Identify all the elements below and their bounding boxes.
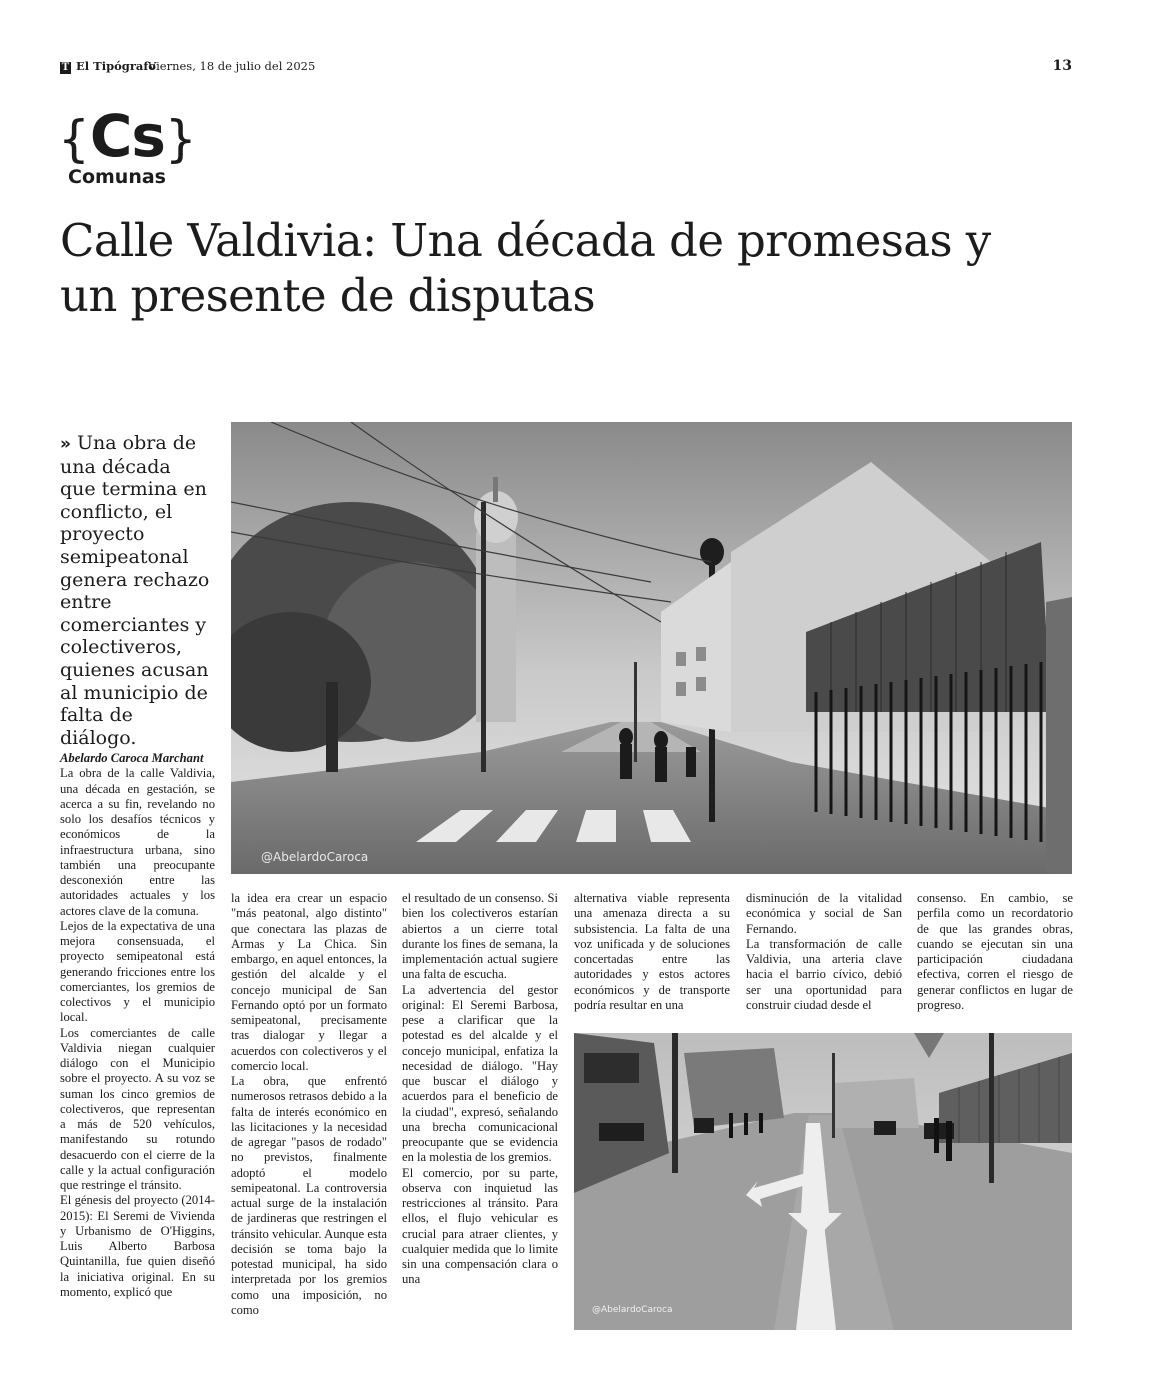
pull-quote-text: Una obra de una década que termina en conflicto, el proyecto semipeatonal genera rechazo entre comerciantes y colectiveros, quienes acusan al municipio de falta de diálogo.: [60, 432, 210, 749]
issue-date: Viernes, 18 de julio del 2025: [148, 59, 316, 73]
secondary-photo-credit: @AbelardoCaroca: [592, 1305, 673, 1315]
newspaper-name: El Tipógrafo: [76, 59, 156, 73]
paragraph: La obra, que enfrentó numerosos retrasos debido a la falta de interés económico en las licitaciones y la necesidad de agregar "pasos de rodado" no previstos, finalmente adoptó el modelo semipeatonal. La controversia actual surge de la instalación de jardineras que restringen el tránsito vehicular. Aunque esta decisión se toma bajo la potestad municipal, ha sido interpretada por los gremios como una imposición, no como: [231, 1074, 387, 1317]
section-close-brace: }: [164, 110, 197, 168]
paragraph: Lejos de la expectativa de una mejora consensuada, el proyecto semipeatonal está generando fricciones entre los comerciantes, los gremios de colectivos y el municipio local.: [60, 918, 215, 1025]
quote-mark-icon: »: [60, 434, 71, 454]
section-logo: [58, 103, 197, 172]
secondary-photo-image: [574, 1033, 1072, 1330]
pull-quote: [60, 432, 210, 749]
article-column-5: [746, 891, 902, 1013]
main-photo-image: [231, 422, 1072, 874]
headline: Calle Valdivia: Una década de promesas y un presente de disputas: [60, 214, 991, 322]
paragraph: El comercio, por su parte, observa con inquietud las restricciones al tránsito. Para ellos, el flujo vehicular es crucial para atraer clientes, y cualquier medida que lo limite sin una compensación clara o una: [402, 1165, 558, 1287]
article-column-6: [917, 891, 1073, 1013]
article-column-2: [231, 891, 387, 1318]
paragraph: El génesis del proyecto (2014-2015): El Seremi de Vivienda y Urbanismo de O'Higgins, Luis Alberto Barbosa Quintanilla, fue quien diseñó la iniciativa original. En su momento, explicó que: [60, 1193, 215, 1299]
paragraph: La advertencia del gestor original: El Seremi Barbosa, pese a clarificar que la potestad es del alcalde y el concejo municipal, enfatiza la necesidad de diálogo. "Hay que buscar el diálogo y acuerdos para el beneficio de la ciudad", expresó, señalando una brecha comunicacional preocupante que se evidencia en la molestia de los gremios.: [402, 982, 558, 1165]
paragraph: Los comerciantes de calle Valdivia niegan cualquier diálogo con el Municipio sobre el proyecto. A su voz se suman los cinco gremios de colectiveros, que representan a más de 520 vehículos, manifestando su rotundo desacuerdo con el cierre de la calle y la actual configuración que restringe el tránsito.: [60, 1025, 215, 1192]
newspaper-logo-icon: T: [61, 62, 70, 73]
paragraph: la idea era crear un espacio "más peatonal, algo distinto" que conectara las plazas de Armas y La Chica. Sin embargo, en aquel entonces, la gestión del alcalde y el concejo municipal de San Fernando optó por un formato semipeatonal, precisamente tras dialogar y llegar a acuerdos con colectiveros y el comercio local.: [231, 891, 387, 1073]
paragraph: alternativa viable representa una amenaza directa a su subsistencia. La falta de una voz unificada y de soluciones concertadas entre las autoridades y estos actores económicos y de transporte podría resultar en una: [574, 891, 730, 1012]
article-column-3: [402, 891, 558, 1288]
section-open-brace: {: [58, 110, 90, 168]
paragraph: el resultado de un consenso. Si bien los colectiveros estarían abiertos a un cierre total durante los fines de semana, la implementación actual sugiere una falta de escucha.: [402, 891, 558, 982]
paragraph: consenso. En cambio, se perfila como un recordatorio de que las grandes obras, cuando se ejecutan sin una participación ciudadana efectiva, corren el riesgo de generar conflictos en lugar de progreso.: [917, 891, 1073, 1012]
secondary-street-photo: [574, 1033, 1072, 1330]
section-code: Cs: [89, 102, 165, 170]
main-street-photo: [231, 422, 1072, 874]
article-column-4: [574, 891, 730, 1013]
page-number: 13: [1052, 58, 1072, 74]
paragraph: La obra de la calle Valdivia, una década en gestación, se acerca a su fin, revelando no solo los desafíos técnicos y económicos de la infraestructura urbana, sino también una preocupante desconexión entre las autoridades actuales y los actores clave de la comuna.: [60, 766, 215, 918]
paragraph: La transformación de calle Valdivia, una arteria clave hacia el barrio cívico, debió ser una oportunidad para construir ciudad desde el: [746, 936, 902, 1012]
article-column-1: [60, 751, 215, 1300]
paragraph: disminución de la vitalidad económica y social de San Fernando.: [746, 891, 902, 936]
byline: Abelardo Caroca Marchant: [60, 751, 204, 765]
section-name: Comunas: [68, 166, 166, 188]
main-photo-credit: @AbelardoCaroca: [261, 850, 369, 864]
